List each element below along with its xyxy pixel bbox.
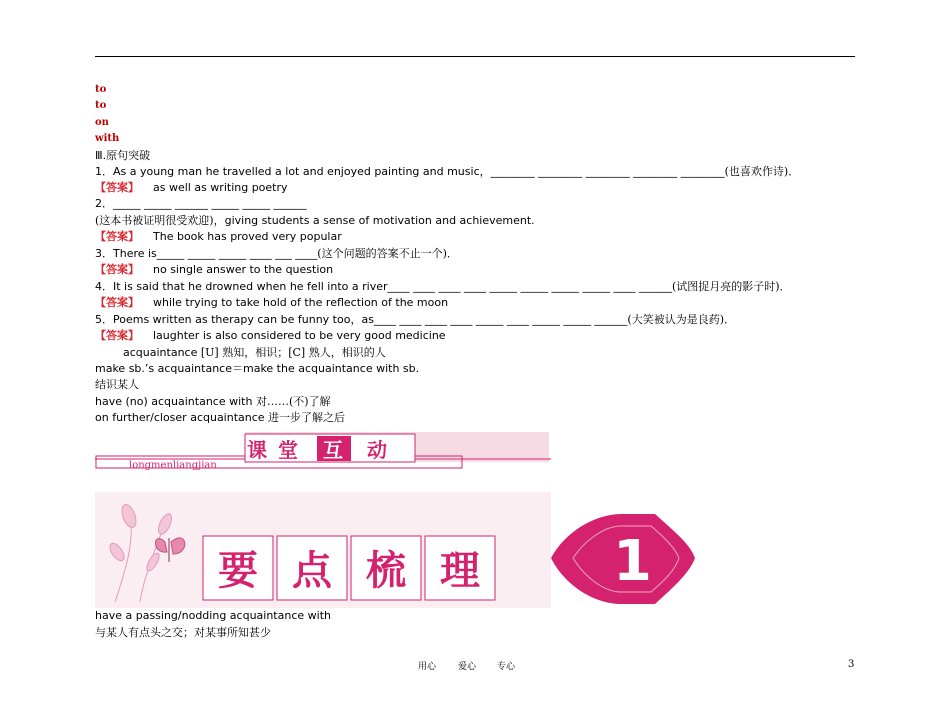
question-text: 4．It is said that he drowned when he fell into a river____ ____ ____ ____ _____ _____ _____ _____ ____ ______: [95, 280, 672, 293]
answer-word: on: [95, 117, 109, 128]
question-text: 3．There is_____ _____ _____ ____ ___ ____: [95, 247, 318, 260]
question-4: [95, 280, 791, 294]
answer-word: to: [95, 84, 107, 95]
question-hint: (大笑被认为是良药)．: [627, 313, 735, 326]
banner-char: 动: [367, 438, 387, 462]
question-text: 1．As a young man he travelled a lot and enjoyed painting and music，________ ________ ________ ________ ________: [95, 165, 725, 178]
answer-tag: 【答案】: [95, 181, 139, 194]
answer-text: no single answer to the question: [153, 263, 334, 276]
answer-text: laughter is also considered to be very good medicine: [153, 329, 446, 342]
answer-text: as well as writing poetry: [153, 181, 288, 194]
header-rule: [95, 56, 855, 57]
answer-tag: 【答案】: [95, 329, 139, 342]
answer-text: while trying to take hold of the reflection of the moon: [153, 296, 449, 309]
vocab-phrase: [95, 411, 345, 425]
question-hint: (试图捉月亮的影子时)．: [671, 280, 791, 293]
banner-char: 堂: [278, 438, 298, 462]
question-1: [95, 165, 799, 179]
vocab-phrase-text: on further/closer acquaintance: [95, 411, 265, 424]
question-5: [95, 313, 735, 327]
vocab-headword-line: [123, 346, 386, 360]
footer-item: 用心: [418, 662, 437, 672]
banner-char: 要: [218, 548, 258, 594]
answer-5: [95, 329, 446, 343]
banner-number: 1: [613, 529, 652, 594]
vocab-phrase: make sb.’s acquaintance＝make the acquaintance with sb.: [95, 362, 420, 375]
banner-char: 梳: [366, 548, 406, 594]
page-number: 3: [848, 659, 855, 670]
answer-word: to: [95, 100, 107, 111]
answer-tag: 【答案】: [95, 230, 139, 243]
banner-char: 互: [323, 438, 343, 462]
question-text: ，giving students a sense of motivation and achievement.: [213, 214, 535, 227]
banner-char: 课: [247, 438, 267, 462]
answer-tag: 【答案】: [95, 296, 139, 309]
phrase-line: have a passing/nodding acquaintance with: [95, 609, 331, 622]
question-hint: (这个问题的答案不止一个)．: [317, 247, 458, 260]
vocab-phrase-meaning: 对……(不)了解: [252, 395, 331, 408]
answer-text: The book has proved very popular: [153, 230, 342, 243]
vocab-phrase: [95, 395, 331, 409]
banner-char: 点: [292, 548, 332, 594]
footer-item: 爱心: [458, 662, 477, 672]
answer-2: [95, 230, 342, 244]
key-points-banner: [95, 492, 701, 608]
vocab-phrase-meaning: 结识某人: [95, 378, 139, 391]
question-hint: (这本书被证明很受欢迎): [95, 214, 214, 227]
question-2-continued: [95, 214, 535, 228]
answer-tag: 【答案】: [95, 263, 139, 276]
question-3: [95, 247, 458, 261]
question-hint: (也喜欢作诗)．: [724, 165, 800, 178]
question-2: 2．_____ _____ ______ _____ _____ ______: [95, 197, 307, 210]
answer-4: [95, 296, 448, 310]
classroom-interaction-banner: [95, 428, 551, 472]
answer-3: [95, 263, 333, 277]
answer-word: with: [95, 133, 120, 144]
phrase-meaning: 与某人有点头之交；对某事所知甚少: [95, 626, 271, 639]
banner-pinyin: longmenliangjian: [129, 460, 217, 471]
vocab-headword: acquaintance: [123, 346, 198, 359]
vocab-phrase-text: have (no) acquaintance with: [95, 395, 253, 408]
section-title: Ⅲ.原句突破: [95, 149, 151, 162]
vocab-definition: [U] 熟知，相识；[C] 熟人，相识的人: [197, 346, 386, 359]
footer-item: 专心: [497, 662, 516, 672]
vocab-phrase-meaning: 进一步了解之后: [264, 411, 346, 424]
answer-1: [95, 181, 288, 195]
banner-char: 理: [440, 548, 480, 594]
question-text: 5．Poems written as therapy can be funny too，as____ ____ ____ ____ _____ ____ _____ _____ ______: [95, 313, 628, 326]
